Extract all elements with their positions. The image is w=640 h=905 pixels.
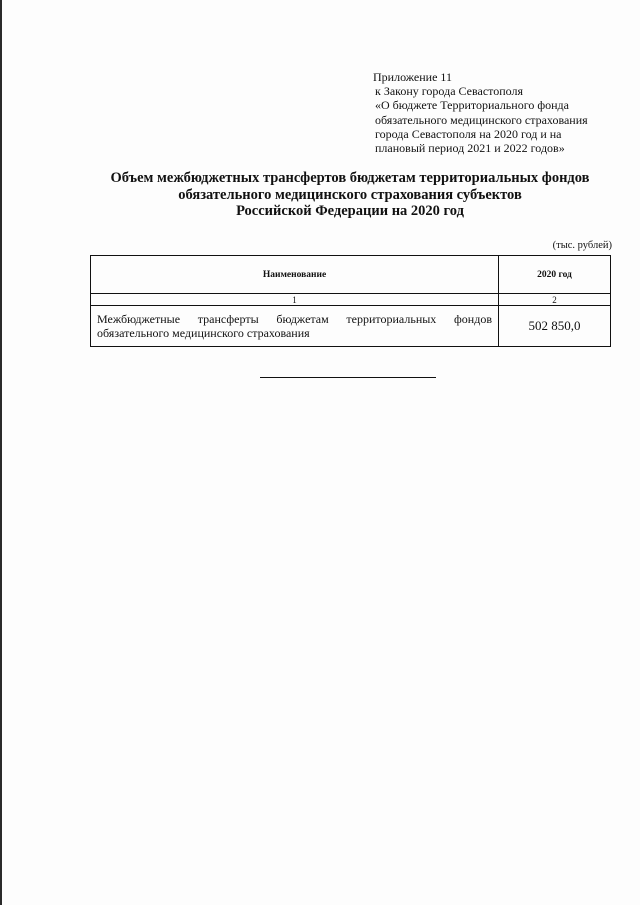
- header-name: Наименование: [91, 256, 499, 294]
- transfers-table: [90, 255, 611, 347]
- title-line: Российской Федерации на 2020 год: [236, 203, 464, 219]
- title-line: Объем межбюджетных трансфертов бюджетам территориальных фондов: [110, 170, 590, 186]
- appendix-block: [373, 70, 633, 155]
- table-header-row: [91, 256, 611, 294]
- row-name: Межбюджетные трансферты бюджетам территориальных фондов обязательного медицинского страхования: [91, 306, 499, 347]
- table-row: [91, 306, 611, 347]
- appendix-line: к Закону города Севастополя: [375, 84, 524, 99]
- appendix-line: города Севастополя на 2020 год и на: [375, 126, 562, 141]
- title-line: обязательного медицинского страхования субъектов: [178, 186, 522, 203]
- document-title: [60, 170, 640, 220]
- unit-label: (тыс. рублей): [552, 240, 612, 251]
- appendix-line: «О бюджете Территориального фонда: [375, 98, 569, 113]
- appendix-line: обязательного медицинского страхования: [375, 112, 588, 127]
- column-number: 1: [91, 294, 499, 306]
- column-number: 2: [499, 294, 611, 306]
- closing-rule: [260, 377, 436, 378]
- appendix-line: Приложение 11: [373, 70, 452, 84]
- column-number-row: [91, 294, 611, 306]
- row-value: 502 850,0: [499, 306, 611, 347]
- appendix-line: плановый период 2021 и 2022 годов»: [375, 141, 565, 156]
- scan-edge: [0, 0, 2, 905]
- header-year: 2020 год: [499, 256, 611, 294]
